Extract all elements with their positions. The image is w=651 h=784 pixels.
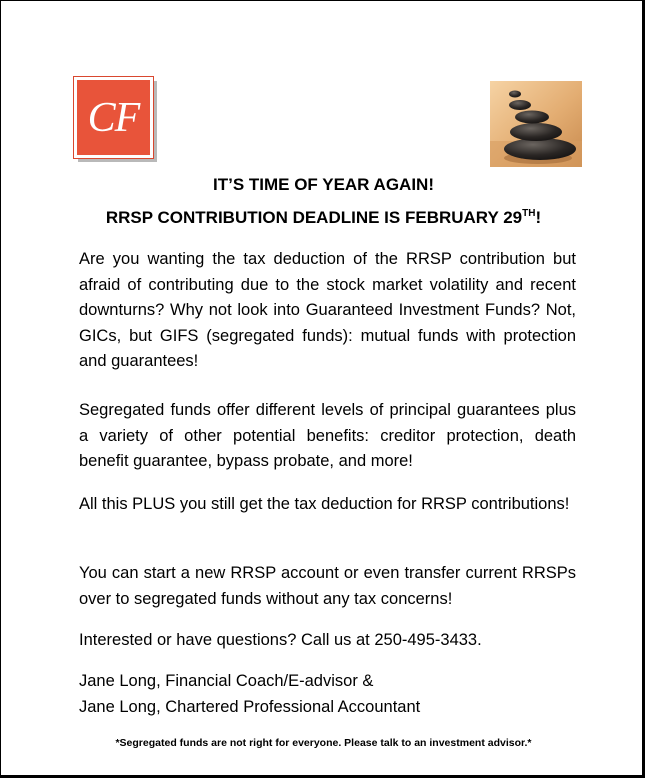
- paragraph-contact: Interested or have questions? Call us at 250-495-3433.: [79, 631, 482, 649]
- paragraph-transfer: You can start a new RRSP account or even transfer current RRSPs over to segregated funds without any tax concerns!: [79, 564, 576, 608]
- paragraph-tax-deduction: All this PLUS you still get the tax deduction for RRSP contributions!: [79, 495, 570, 513]
- balanced-stones-image: [490, 81, 582, 167]
- logo-text: CF: [87, 94, 140, 141]
- heading-deadline-suffix: !: [535, 208, 542, 227]
- heading-deadline-text: RRSP CONTRIBUTION DEADLINE IS FEBRUARY 29: [105, 208, 523, 227]
- heading-deadline: [1, 208, 646, 228]
- paragraph-benefits: Segregated funds offer different levels of principal guarantees plus a variety of other potential benefits: creditor protection, death benefit guarantee, bypass probate, and more!: [79, 401, 576, 470]
- disclaimer-footnote: *Segregated funds are not right for everyone. Please talk to an investment advisor.*: [115, 737, 532, 749]
- heading-time-of-year: IT’S TIME OF YEAR AGAIN!: [212, 175, 434, 194]
- cf-logo: [74, 77, 157, 162]
- paragraph-intro: Are you wanting the tax deduction of the RRSP contribution but afraid of contributing due to the stock market volatility and recent downturns? Why not look into Guaranteed Investment Funds? Not, GICs, but GIFS (segregated funds): mutual funds with protection and guarantees!: [79, 250, 576, 370]
- signature-line-2: Jane Long, Chartered Professional Accountant: [79, 697, 421, 716]
- signature-block: [79, 669, 576, 720]
- heading-deadline-superscript: TH: [522, 208, 536, 219]
- signature-line-1: Jane Long, Financial Coach/E-advisor &: [79, 672, 374, 690]
- logo-tile: [74, 77, 153, 158]
